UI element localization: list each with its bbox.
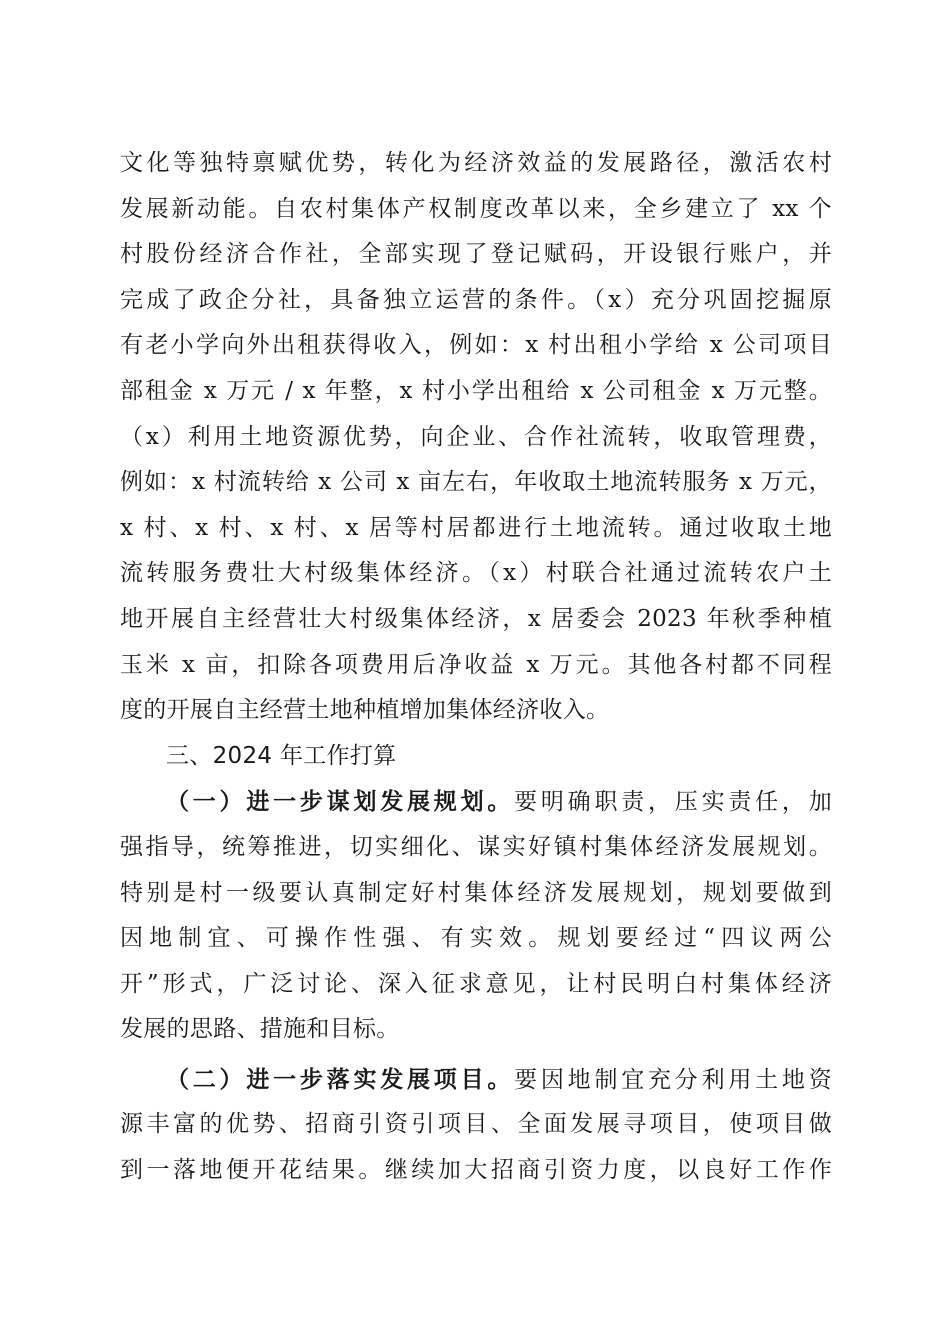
paragraph-line: （x）利用土地资源优势，向企业、合作社流转，收取管理费， <box>120 423 832 450</box>
paragraph-line: 完成了政企分社，具备独立运营的条件。（x）充分巩固挖掘原 <box>120 286 832 313</box>
paragraph-line: 流转服务费壮大村级集体经济。（x）村联合社通过流转农户土 <box>120 560 832 587</box>
section-heading: 三、2024 年工作打算 <box>166 742 397 769</box>
paragraph-line: 文化等独特禀赋优势，转化为经济效益的发展路径，激活农村 <box>120 150 832 176</box>
paragraph-line: 特别是村一级要认真制定好村集体经济发展规划，规划要做到 <box>120 879 832 906</box>
paragraph-line: 地开展自主经营壮大村级集体经济，x 居委会 2023 年秋季种植 <box>120 605 832 632</box>
item-lead: （一）进一步谋划发展规划。 <box>166 788 515 816</box>
paragraph-line: 发展新动能。自农村集体产权制度改革以来，全乡建立了 xx 个 <box>120 195 832 222</box>
document-body <box>120 141 832 1194</box>
paragraph-line: 有老小学向外出租获得收入，例如：x 村出租小学给 x 公司项目 <box>120 332 832 359</box>
paragraph-line: 玉米 x 亩，扣除各项费用后净收益 x 万元。其他各村都不同程 <box>120 651 832 678</box>
item-lead: （二）进一步落实发展项目。 <box>166 1065 515 1093</box>
paragraph-line: 例如：x 村流转给 x 公司 x 亩左右，年收取土地流转服务 x 万元， <box>120 469 832 496</box>
paragraph-line <box>120 1057 832 1103</box>
paragraph-line: 源丰富的优势、招商引资引项目、全面发展寻项目，使项目做 <box>120 1111 832 1138</box>
paragraph-line: 强指导，统筹推进，切实细化、谋实好镇村集体经济发展规划。 <box>120 833 832 860</box>
paragraph-line: 因地制宜、可操作性强、有实效。规划要经过“四议两公 <box>120 925 832 952</box>
paragraph-line: 村股份经济合作社，全部实现了登记赋码，开设银行账户，并 <box>120 241 832 268</box>
paragraph-line: 度的开展自主经营土地种植增加集体经济收入。 <box>120 697 610 724</box>
item-development-plan <box>120 779 832 1053</box>
paragraph-income-sources <box>120 141 832 734</box>
item-lead-rest: 要明确职责，压实责任，加 <box>514 789 832 816</box>
paragraph-line: 开”形式，广泛讨论、深入征求意见，让村民明白村集体经济 <box>120 970 832 997</box>
item-lead-rest: 要因地制宜充分利用土地资 <box>514 1066 832 1093</box>
paragraph-line <box>120 779 832 825</box>
paragraph-line: 到一落地便开花结果。继续加大招商引资力度，以良好工作作 <box>120 1157 832 1184</box>
paragraph-line: x 村、x 村、x 村、x 居等村居都进行土地流转。通过收取土地 <box>120 514 832 541</box>
paragraph-line: 发展的思路、措施和目标。 <box>120 1016 400 1043</box>
paragraph-line: 部租金 x 万元 / x 年整，x 村小学出租给 x 公司租金 x 万元整。 <box>120 377 832 404</box>
item-development-projects <box>120 1057 832 1194</box>
